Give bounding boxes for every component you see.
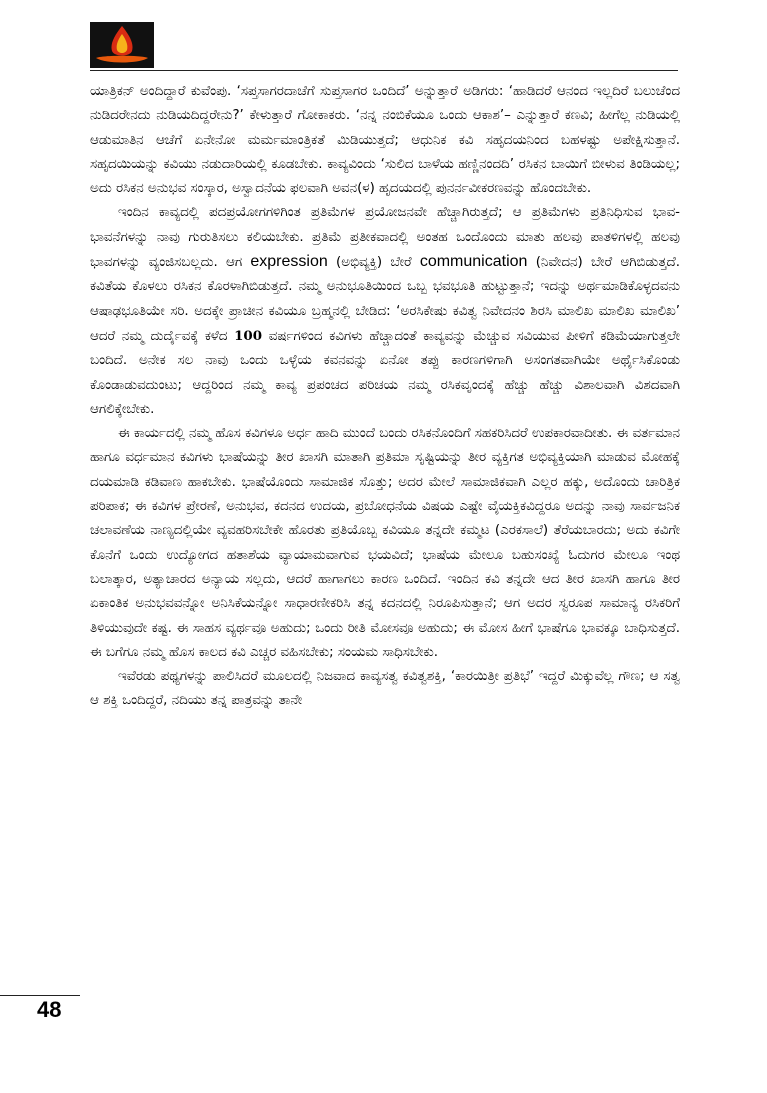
page-body (90, 80, 680, 985)
term-communication: communication (419, 253, 528, 271)
paragraph-2-part-a: ಇಂದಿನ ಕಾವ್ಯದಲ್ಲಿ ಪದಪ್ರಯೋಗಗಳಿಗಿಂತ ಪ್ರತಿಮೆಗಳ ಪ್ರಯೋಜನವೇ ಹೆಚ್ಚಾಗಿರುತ್ತದೆ; ಆ ಪ್ರತಿಮೆಗಳು ಪ್ರತಿನಿಧಿಸುವ ಭಾವ-ಭಾವನೆಗಳನ್ನು ನಾವು ಗುರುತಿಸಲು ಕಲಿಯಬೇಕು. ಪ್ರತಿಮೆ ಪ್ರತೀಕವಾದಲ್ಲಿ ಅಂತಹ ಒಂದೊಂದು ಮಾತು ಹಲವು ಪಾತಳಿಗಳಲ್ಲಿ ಹಲವು ಭಾವಗಳನ್ನು ವ್ಯಂಜಿಸಬಲ್ಲದು. ಆಗ (90, 205, 680, 271)
header-rule (90, 70, 678, 71)
page-number: 48 (37, 997, 62, 1022)
paragraph-1: ಯಾತ್ರಿಕನ್ ಅಂದಿದ್ದಾರೆ ಕುವೆಂಪು. ‘ಸಪ್ತಸಾಗರದಾಚೆಗೆ ಸುಪ್ತಸಾಗರ ಒಂದಿದೆ’ ಅನ್ನುತ್ತಾರೆ ಅಡಿಗರು: ‘ಹಾಡಿದರೆ ಆನಂದ ಇಲ್ಲದಿರೆ ಬಲುಚೆಂದ ನುಡಿದರೇನದು ನುಡಿಯದಿದ್ದರೇನು?’ ಕೇಳುತ್ತಾರೆ ಗೋಕಾಕರು. ‘ನನ್ನ ನಂಬಿಕೆಯೂ ಒಂದು ಆಕಾಶ’– ಎನ್ನುತ್ತಾರೆ ಕಣವಿ; ಹೀಗೆಲ್ಲ ನುಡಿಯಲ್ಲಿ ಆಡುಮಾತಿನ ಆಚೆಗೆ ಏನೇನೋ ಮರ್ಮಮಾಂತ್ರಿಕತೆ ಮಿಡಿಯುತ್ತದೆ; ಆಧುನಿಕ ಕವಿ ಸಹೃದಯನಿಂದ ಬಹಳಷ್ಟು ಅಪೇಕ್ಷಿಸುತ್ತಾನೆ. ಸಹೃದಯಿಯನ್ನು ಕವಿಯು ನಡುದಾರಿಯಲ್ಲಿ ಕೂಡಬೇಕು. ಕಾವ್ಯವಿಂದು ‘ಸುಲಿದ ಬಾಳೆಯ ಹಣ್ಣಿನಂದದಿ’ ರಸಿಕನ ಬಾಯಿಗೆ ಬೀಳುವ ತಿಂಡಿಯಲ್ಲ; ಅದು ರಸಿಕನ ಅನುಭವ ಸಂಸ್ಕಾರ, ಅಸ್ವಾದನೆಯ ಫಲವಾಗಿ ಅವನ(ಳ) ಹೃದಯದಲ್ಲಿ ಪುನರ್ನವೀಕರಣವನ್ನು ಹೊಂದಬೇಕು. (90, 84, 680, 197)
term-expression: expression (250, 253, 328, 271)
number-100: 100 (234, 327, 263, 344)
paragraph-4: ಇವೆರಡು ಪಥ್ಯಗಳನ್ನು ಪಾಲಿಸಿದರೆ ಮೂಲದಲ್ಲಿ ನಿಜವಾದ ಕಾವ್ಯಸತ್ವ ಕವಿತ್ವಶಕ್ತಿ, ‘ಕಾರಯಿತ್ರೀ ಪ್ರತಿಭೆ’ ಇದ್ದರೆ ಮಿಕ್ಕುವೆಲ್ಲ ಗೌಣ; ಆ ಸತ್ವ ಆ ಶಕ್ತಿ ಒಂದಿದ್ದರೆ, ನದಿಯು ತನ್ನ ಪಾತ್ರವನ್ನು ತಾನೇ (90, 669, 680, 709)
footer-rule (0, 995, 80, 996)
paragraph-2-part-d: ವರ್ಷಗಳಿಂದ ಕವಿಗಳು ಹೆಚ್ಚಾದಂತೆ ಕಾವ್ಯವನ್ನು ಮೆಚ್ಚುವ ಸವಿಯುವ ಪೀಳಿಗೆ ಕಡಿಮೆಯಾಗುತ್ತಲೇ ಬಂದಿದೆ. ಅನೇಕ ಸಲ ನಾವು ಒಂದು ಒಳ್ಳೆಯ ಕವನವನ್ನು ಏನೋ ತಪ್ಪು ಕಾರಣಗಳಿಗಾಗಿ ಅಸಂಗತವಾಗಿಯೇ ಅರ್ಥೈಸಿಕೊಂಡು ಕೊಂಡಾಡುವದುಂಟು; ಆದ್ದರಿಂದ ನಮ್ಮ ಕಾವ್ಯ ಪ್ರಪಂಚದ ಪರಿಚಯ ನಮ್ಮ ರಸಿಕವೃಂದಕ್ಕೆ ಹೆಚ್ಚು ಹೆಚ್ಚು ವಿಶಾಲವಾಗಿ ವಿಶದವಾಗಿ ಆಗಲಿಕ್ಕೇಬೇಕು. (90, 328, 680, 417)
paragraph-2 (90, 201, 680, 422)
paragraph-2-part-b: (ಅಭಿವ್ಯಕ್ತಿ) ಬೇರೆ (327, 255, 420, 271)
paragraph-2-part-c: (ನಿವೇದನ) ಬೇರೆ ಆಗಿಬಿಡುತ್ತದೆ. ಕವಿತೆಯ ಕೊಳಲು ರಸಿಕನ ಕೊರಳಾಗಿಬಿಡುತ್ತದೆ. ನಮ್ಮ ಅನುಭೂತಿಯಿಂದ ಒಬ್ಬ ಭವಭೂತಿ ಹುಟ್ಟುತ್ತಾನೆ; ಇದನ್ನು ಅರ್ಥಮಾಡಿಕೊಳ್ಳದವನು ಆಷಾಢಭೂತಿಯೇ ಸರಿ. ಅದಕ್ಕೇ ಪ್ರಾಚೀನ ಕವಿಯೂ ಬ್ರಹ್ಮನಲ್ಲಿ ಬೇಡಿದ: ‘ಅರಸಿಕೇಷು ಕವಿತ್ವ ನಿವೇದನಂ ಶಿರಸಿ ಮಾಲಿಖ ಮಾಲಿಖ ಮಾಲಿಖ’ ಆದರೆ ನಮ್ಮ ದುರ್ದೈವಕ್ಕೆ ಕಳೆದ (90, 255, 680, 344)
paragraph-3: ಈ ಕಾರ್ಯದಲ್ಲಿ ನಮ್ಮ ಹೊಸ ಕವಿಗಳೂ ಅರ್ಧ ಹಾದಿ ಮುಂದೆ ಬಂದು ರಸಿಕನೊಂದಿಗೆ ಸಹಕರಿಸಿದರೆ ಉಪಕಾರವಾದೀತು. ಈ ವರ್ತಮಾನ ಹಾಗೂ ವರ್ಧಮಾನ ಕವಿಗಳು ಭಾಷೆಯನ್ನು ತೀರ ಖಾಸಗಿ ಮಾತಾಗಿ ಪ್ರತಿಮಾ ಸೃಷ್ಟಿಯನ್ನು ತೀರ ವ್ಯಕ್ತಿಗತ ಅಭಿವ್ಯಕ್ತಿಯಾಗಿ ಮಾಡುವ ಮೋಹಕ್ಕೆ ದಯಮಾಡಿ ಕಡಿವಾಣ ಹಾಕಬೇಕು. ಭಾಷೆಯೊಂದು ಸಾಮಾಜಿಕ ಸೊತ್ತು; ಅದರ ಮೇಲೆ ಸಾಮಾಜಿಕವಾಗಿ ಎಲ್ಲರ ಹಕ್ಕು, ಅದೊಂದು ಚಾರಿತ್ರಿಕ ಪರಿಪಾಕ; ಈ ಕವಿಗಳ ಪ್ರೇರಣೆ, ಅನುಭವ, ಕದನದ ಉದಯ, ಪ್ರಬೋಧನೆಯ ವಿಷಯ ಎಷ್ಟೇ ವೈಯಕ್ತಿಕವಿದ್ದರೂ ಅದನ್ನು ನಾವು ಸಾರ್ವಜನಿಕ ಚಲಾವಣೆಯ ನಾಣ್ಯದಲ್ಲಿಯೇ ವ್ಯವಹರಿಸಬೇಕೇ ಹೊರತು ಪ್ರತಿಯೊಬ್ಬ ಕವಿಯೂ ತನ್ನದೇ ಕಮ್ಮಟ (ಎರಕಸಾಲೆ) ತೆರೆಯಬಾರದು; ಅದು ಕವಿಗೇ ಕೊನೆಗೆ ಒಂದು ಉದ್ಯೋಗದ ಹತಾಶೆಯ ವ್ಯಾಯಾಮವಾಗುವ ಭಯವಿದೆ; ಭಾಷೆಯ ಮೇಲೂ ಬಹುಸಂಖ್ಯೆ ಓದುಗರ ಮೇಲೂ ಇಂಥ ಬಲಾತ್ಕಾರ, ಅತ್ಯಾಚಾರದ ಅನ್ಯಾಯ ಸಲ್ಲದು, ಆದರೆ ಹಾಗಾಗಲು ಕಾರಣ ಒಂದಿದೆ. ಇಂದಿನ ಕವಿ ತನ್ನದೇ ಆದ ತೀರ ಖಾಸಗಿ ಹಾಗೂ ತೀರ ಏಕಾಂತಿಕ ಅನುಭವವನ್ನೋ ಅನಿಸಿಕೆಯನ್ನೋ ಸಾಧಾರಣೀಕರಿಸಿ ತನ್ನ ಕದನದಲ್ಲಿ ನಿರೂಪಿಸುತ್ತಾನೆ; ಆಗ ಅದರ ಸ್ವರೂಪ ಸಾಮಾನ್ಯ ರಸಿಕರಿಗೆ ತಿಳಿಯುವುದೇ ಕಷ್ಟ. ಈ ಸಾಹಸ ವ್ಯರ್ಥವೂ ಅಹುದು; ಒಂದು ರೀತಿ ಮೋಸವೂ ಅಹುದು; ಈ ಮೋಸ ಹೀಗೆ ಭಾಷೆಗೂ ಭಾವಕ್ಕೂ ಬಾಧಿಸುತ್ತದೆ. ಈ ಬಗೆಗೂ ನಮ್ಮ ಹೊಸ ಕಾಲದ ಕವಿ ಎಚ್ಚರ ವಹಿಸಬೇಕು; ಸಂಯಮ ಸಾಧಿಸಬೇಕು. (90, 426, 680, 660)
lamp-flame-icon (90, 22, 154, 68)
